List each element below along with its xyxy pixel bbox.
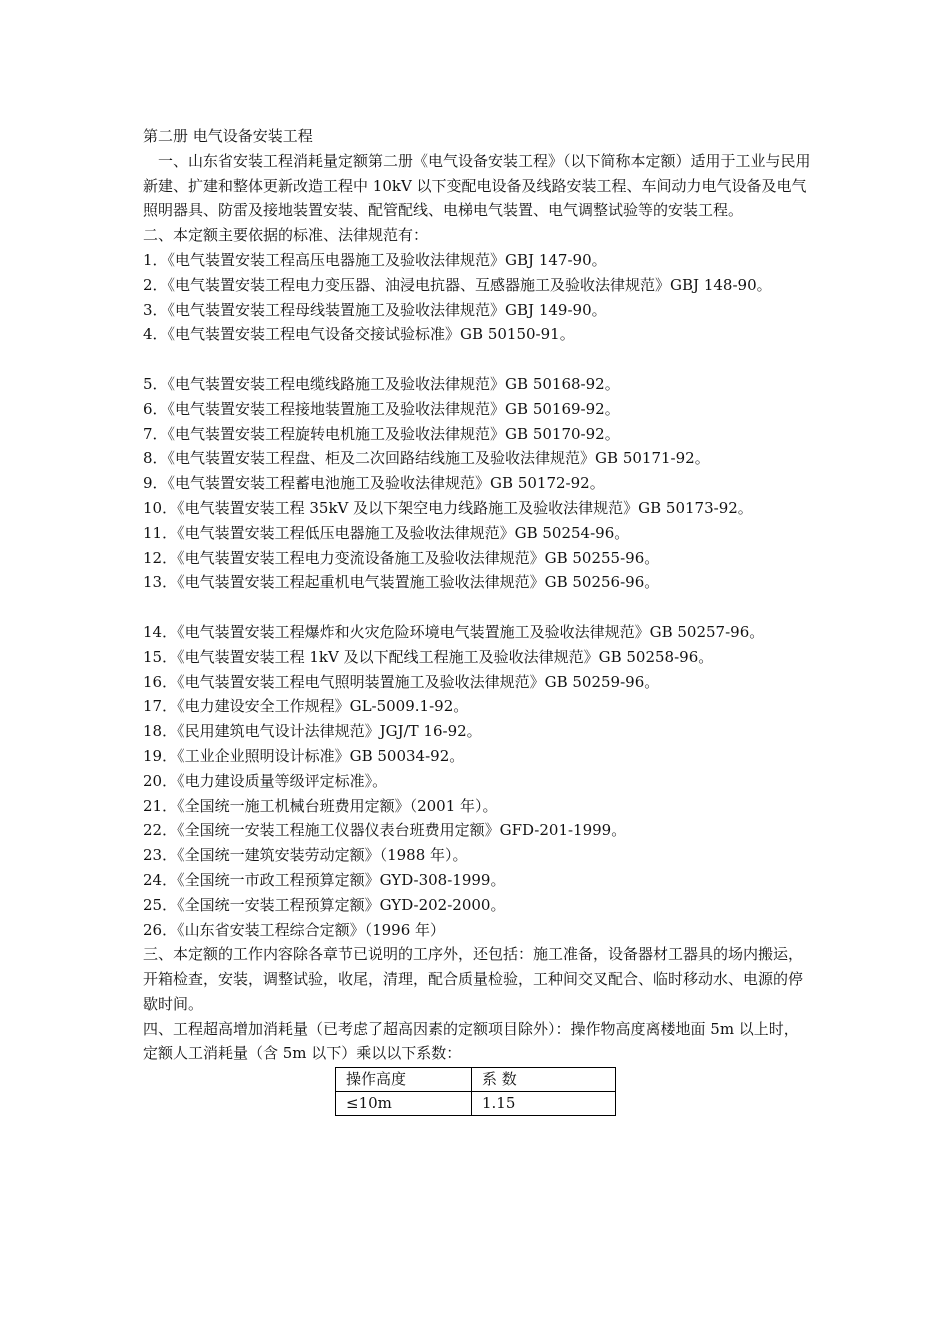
list-item: 6．《电气装置安装工程接地装置施工及验收法律规范》GB 50169-92。 <box>143 399 620 418</box>
list-item: 10．《电气装置安装工程 35kV 及以下架空电力线路施工及验收法律规范》GB 50173-92。 <box>143 498 753 517</box>
list-item: 26．《山东省安装工程综合定额》（1996 年） <box>143 920 446 939</box>
list-item: 1．《电气装置安装工程高压电器施工及验收法律规范》GBJ 147-90。 <box>143 250 607 269</box>
standards-list-3 <box>143 620 813 942</box>
list-item: 11．《电气装置安装工程低压电器施工及验收法律规范》GB 50254-96。 <box>143 523 630 542</box>
table-cell: ≤10m <box>336 1092 472 1116</box>
coefficient-table <box>335 1067 616 1116</box>
list-item: 23．《全国统一建筑安装劳动定额》（1988 年）。 <box>143 846 468 865</box>
list-item: 22．《全国统一安装工程施工仪器仪表台班费用定额》GFD-201-1999。 <box>143 821 627 840</box>
list-item: 2．《电气装置安装工程电力变压器、油浸电抗器、互感器施工及验收法律规范》GBJ 148-90。 <box>143 275 772 294</box>
scope-paragraph: 一、山东省安装工程消耗量定额第二册《电气设备安装工程》（以下简称本定额）适用于工业与民用新建、扩建和整体更新改造工程中 10kV 以下变配电设备及线路安装工程、车间动力电气设备及电气照明器具、防雷及接地装置安装、配管配线、电梯电气装置、电气调整试验等的安装工程。 <box>143 151 811 220</box>
list-item: 14．《电气装置安装工程爆炸和火灾危险环境电气装置施工及验收法律规范》GB 50257-96。 <box>143 622 765 641</box>
list-item: 3．《电气装置安装工程母线装置施工及验收法律规范》GBJ 149-90。 <box>143 300 607 319</box>
chapter-title: 第二册 电气设备安装工程 <box>143 127 313 145</box>
list-item: 9．《电气装置安装工程蓄电池施工及验收法律规范》GB 50172-92。 <box>143 474 605 493</box>
list-item: 21．《全国统一施工机械台班费用定额》（2001 年）。 <box>143 796 498 815</box>
blank-line <box>143 347 813 372</box>
list-item: 20．《电力建设质量等级评定标准》。 <box>143 771 388 790</box>
list-item: 5．《电气装置安装工程电缆线路施工及验收法律规范》GB 50168-92。 <box>143 374 620 393</box>
blank-line <box>143 595 813 620</box>
list-item: 8．《电气装置安装工程盘、柜及二次回路结线施工及验收法律规范》GB 50171-92。 <box>143 449 710 468</box>
standards-list-1 <box>143 248 813 347</box>
table-header-cell: 操作高度 <box>336 1068 472 1092</box>
list-item: 4．《电气装置安装工程电气设备交接试验标准》GB 50150-91。 <box>143 325 575 344</box>
list-item: 17．《电力建设安全工作规程》GL-5009.1-92。 <box>143 697 469 716</box>
list-item: 7．《电气装置安装工程旋转电机施工及验收法律规范》GB 50170-92。 <box>143 424 620 443</box>
basis-heading: 二、本定额主要依据的标准、法律规范有： <box>143 226 429 245</box>
list-item: 16．《电气装置安装工程电气照明装置施工及验收法律规范》GB 50259-96。 <box>143 672 660 691</box>
list-item: 18．《民用建筑电气设计法律规范》JGJ/T 16-92。 <box>143 722 482 741</box>
standards-list-2 <box>143 372 813 595</box>
list-item: 13．《电气装置安装工程起重机电气装置施工验收法律规范》GB 50256-96。 <box>143 573 660 592</box>
document-page <box>143 124 813 1116</box>
table-header-row <box>336 1068 616 1092</box>
table-cell: 1.15 <box>472 1092 616 1116</box>
table-row <box>336 1092 616 1116</box>
list-item: 25．《全国统一安装工程预算定额》GYD-202-2000。 <box>143 895 506 914</box>
list-item: 12．《电气装置安装工程电力变流设备施工及验收法律规范》GB 50255-96。 <box>143 548 660 567</box>
height-surcharge-paragraph: 四、工程超高增加消耗量（已考虑了超高因素的定额项目除外）：操作物高度离楼地面 5m 以上时，定额人工消耗量（含 5m 以下）乘以以下系数： <box>143 1019 799 1063</box>
list-item: 24．《全国统一市政工程预算定额》GYD-308-1999。 <box>143 870 506 889</box>
list-item: 15．《电气装置安装工程 1kV 及以下配线工程施工及验收法律规范》GB 50258-96。 <box>143 647 714 666</box>
work-content-paragraph: 三、本定额的工作内容除各章节已说明的工序外，还包括：施工准备，设备器材工器具的场内搬运，开箱检查，安装，调整试验，收尾，清理，配合质量检验，工种间交叉配合、临时移动水、电源的停歇时间。 <box>143 945 804 1013</box>
table-header-cell: 系 数 <box>472 1068 616 1092</box>
list-item: 19．《工业企业照明设计标准》GB 50034-92。 <box>143 746 465 765</box>
